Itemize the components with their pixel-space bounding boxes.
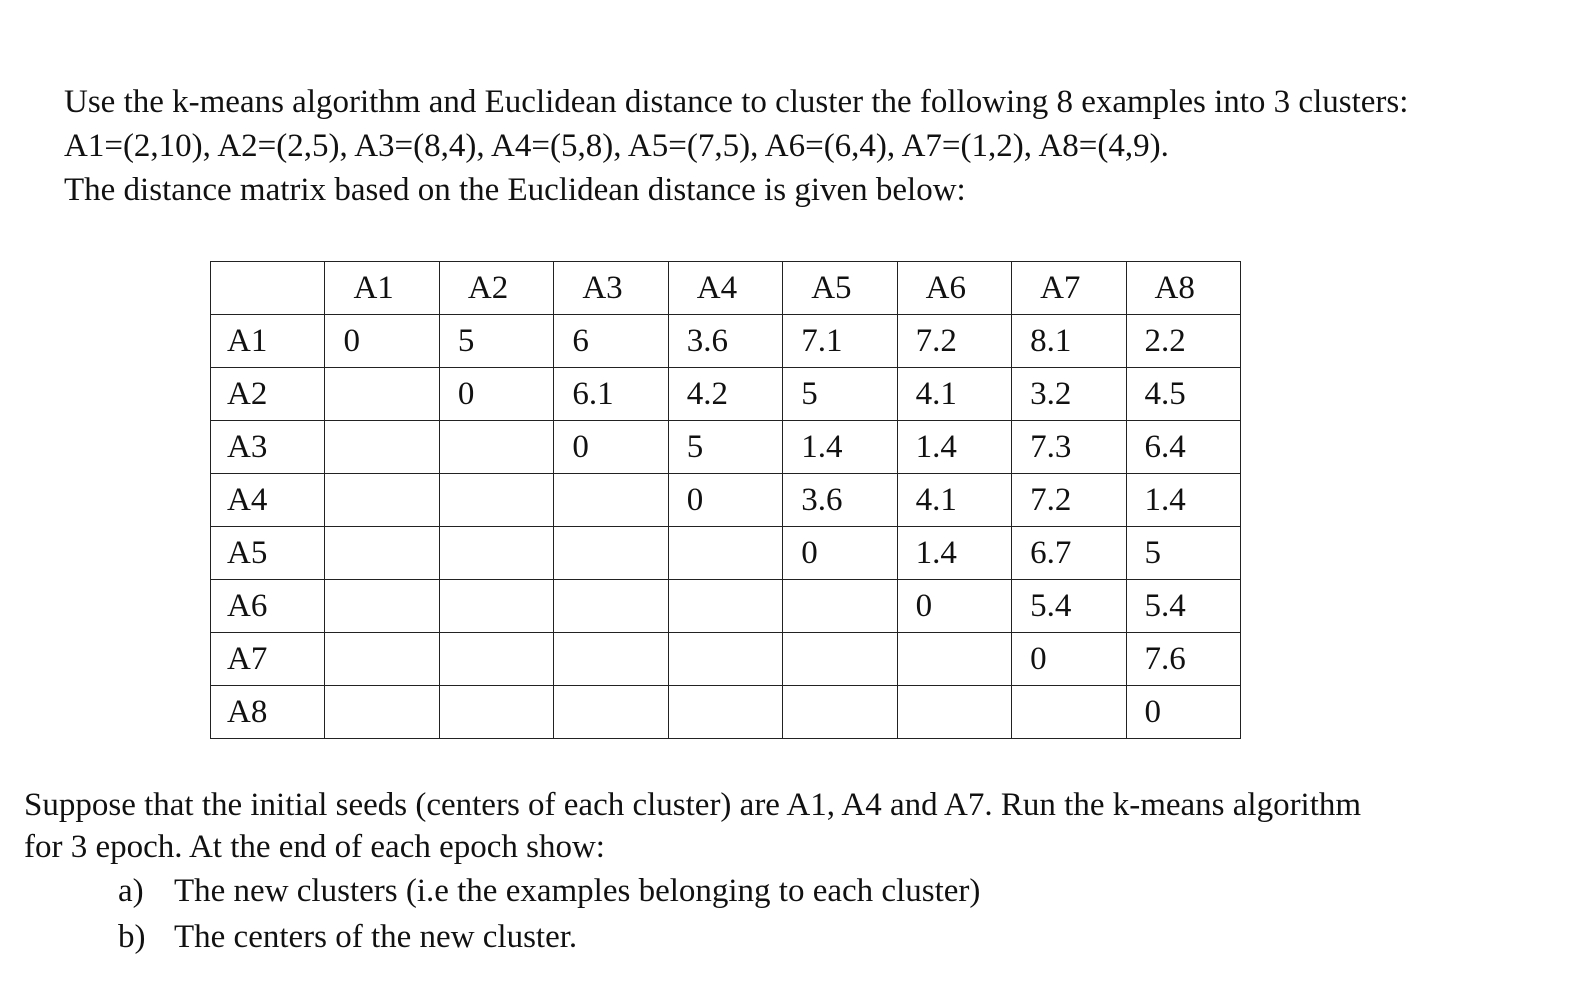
task-description [24,784,1544,960]
distance-cell: 1.4 [897,527,1011,580]
distance-cell [439,633,553,686]
table-row [211,368,1241,421]
distance-cell: 6.1 [554,368,668,421]
distance-cell: 2.2 [1126,315,1241,368]
distance-cell: 3.2 [1012,368,1126,421]
distance-cell [439,474,553,527]
distance-cell: 0 [554,421,668,474]
row-header-a8: A8 [211,686,325,739]
row-header-a1: A1 [211,315,325,368]
distance-cell [439,580,553,633]
distance-cell: 6 [554,315,668,368]
task-line-1: Suppose that the initial seeds (centers of each cluster) are A1, A4 and A7. Run the k-means algorithm [24,787,1362,823]
distance-cell [1012,686,1126,739]
task-list [24,868,1544,960]
distance-cell: 7.6 [1126,633,1241,686]
distance-cell [554,686,668,739]
distance-cell [325,474,439,527]
task-line-2: for 3 epoch. At the end of each epoch show: [24,829,605,865]
distance-cell: 4.2 [668,368,782,421]
distance-cell [325,421,439,474]
distance-cell: 5 [1126,527,1241,580]
distance-cell [439,421,553,474]
distance-cell [783,686,897,739]
distance-cell: 7.2 [1012,474,1126,527]
table-row [211,580,1241,633]
distance-cell [783,580,897,633]
table-row [211,421,1241,474]
distance-cell: 0 [325,315,439,368]
row-header-a2: A2 [211,368,325,421]
distance-cell [325,368,439,421]
column-header-a7: A7 [1012,262,1126,315]
distance-cell: 4.5 [1126,368,1241,421]
row-header-a5: A5 [211,527,325,580]
problem-intro [64,80,1544,212]
column-header-a5: A5 [783,262,897,315]
distance-cell [325,686,439,739]
distance-cell [554,633,668,686]
distance-cell [439,527,553,580]
table-row [211,315,1241,368]
distance-cell: 4.1 [897,368,1011,421]
distance-cell [783,633,897,686]
task-item-a [118,868,1544,914]
distance-cell: 6.7 [1012,527,1126,580]
table-header-row [211,262,1241,315]
column-header-a8: A8 [1126,262,1241,315]
column-header-a4: A4 [668,262,782,315]
task-item-marker: b) [118,919,146,955]
distance-cell [439,686,553,739]
distance-cell [668,527,782,580]
distance-cell: 1.4 [1126,474,1241,527]
distance-cell: 0 [668,474,782,527]
distance-matrix-table [210,261,1241,739]
distance-cell: 5.4 [1126,580,1241,633]
column-header-a2: A2 [439,262,553,315]
distance-cell [325,633,439,686]
row-header-a6: A6 [211,580,325,633]
column-header-a3: A3 [554,262,668,315]
distance-cell [668,633,782,686]
distance-cell [668,686,782,739]
distance-cell: 0 [1126,686,1241,739]
intro-line-1: Use the k-means algorithm and Euclidean distance to cluster the following 8 examples into 3 clusters: [64,84,1409,120]
table-row [211,527,1241,580]
distance-cell [897,633,1011,686]
distance-cell: 3.6 [668,315,782,368]
task-item-text: The new clusters (i.e the examples belonging to each cluster) [174,873,981,909]
table-row [211,474,1241,527]
distance-cell: 7.2 [897,315,1011,368]
distance-cell: 0 [783,527,897,580]
task-item-text: The centers of the new cluster. [174,919,578,955]
distance-cell: 4.1 [897,474,1011,527]
distance-cell: 5.4 [1012,580,1126,633]
column-header-a6: A6 [897,262,1011,315]
distance-cell: 3.6 [783,474,897,527]
task-item-marker: a) [118,873,144,909]
intro-line-3: The distance matrix based on the Euclidean distance is given below: [64,172,966,208]
distance-cell: 7.3 [1012,421,1126,474]
distance-cell [325,527,439,580]
intro-line-2: A1=(2,10), A2=(2,5), A3=(8,4), A4=(5,8), A5=(7,5), A6=(6,4), A7=(1,2), A8=(4,9). [64,128,1169,164]
distance-cell: 8.1 [1012,315,1126,368]
table-row [211,686,1241,739]
table-row [211,633,1241,686]
distance-cell: 5 [439,315,553,368]
distance-cell: 1.4 [783,421,897,474]
distance-cell [554,527,668,580]
distance-cell: 7.1 [783,315,897,368]
row-header-a4: A4 [211,474,325,527]
distance-cell: 5 [783,368,897,421]
column-header-a1: A1 [325,262,439,315]
distance-cell: 0 [1012,633,1126,686]
row-header-a3: A3 [211,421,325,474]
distance-cell [325,580,439,633]
distance-cell [554,580,668,633]
distance-cell [897,686,1011,739]
row-header-a7: A7 [211,633,325,686]
distance-cell: 0 [439,368,553,421]
distance-cell: 6.4 [1126,421,1241,474]
task-item-b [118,914,1544,960]
distance-cell: 1.4 [897,421,1011,474]
table-body [211,315,1241,739]
distance-cell: 5 [668,421,782,474]
table-corner-cell [211,262,325,315]
distance-cell [668,580,782,633]
distance-cell: 0 [897,580,1011,633]
distance-cell [554,474,668,527]
